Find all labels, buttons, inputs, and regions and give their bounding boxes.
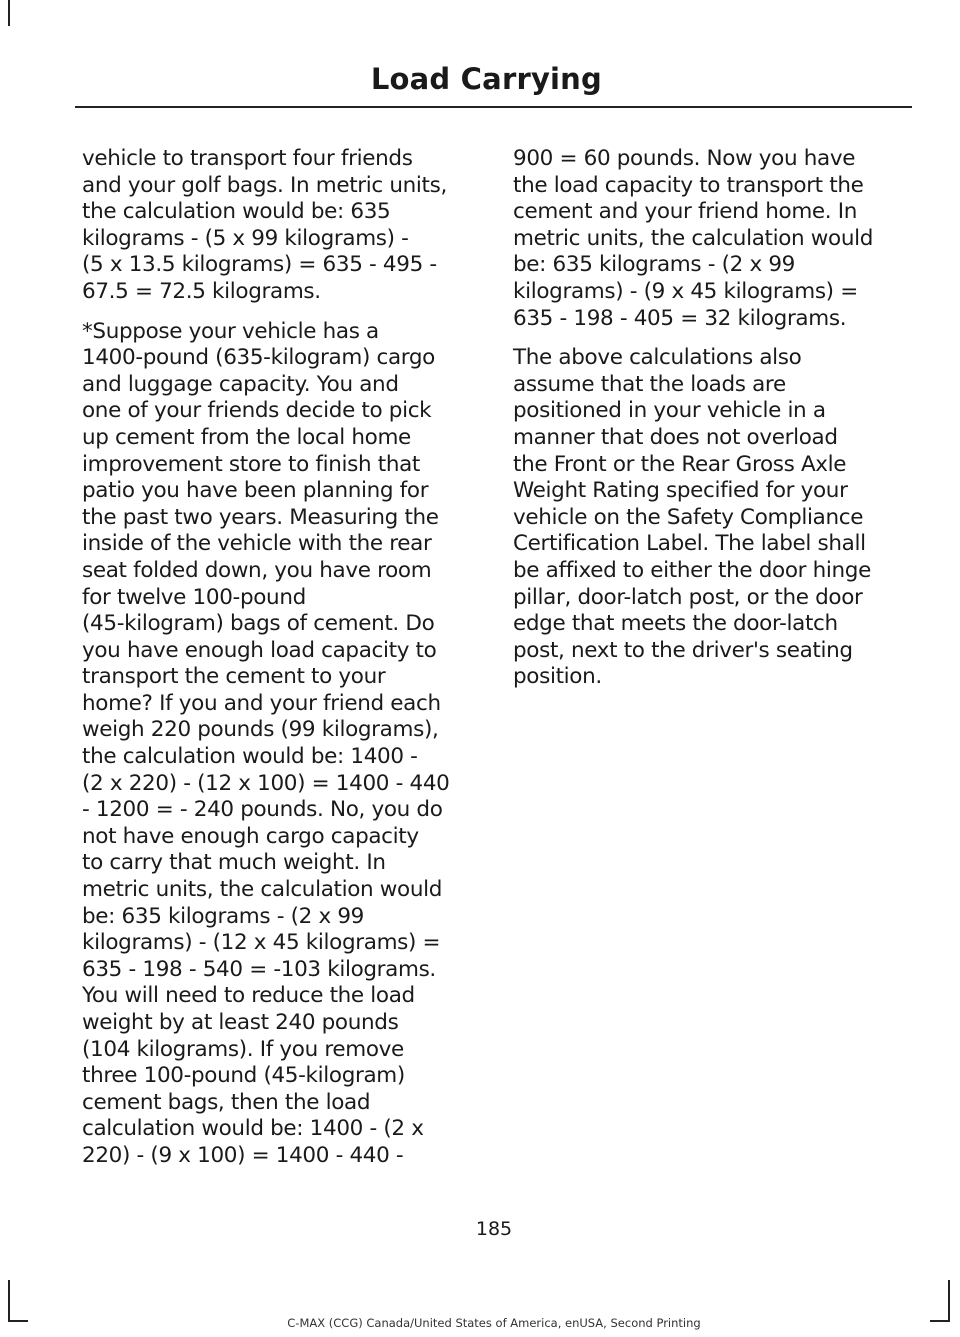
right-column bbox=[513, 146, 911, 704]
text-line: for twelve 100-pound bbox=[82, 584, 306, 610]
text-line: 220) - (9 x 100) = 1400 - 440 - bbox=[82, 1142, 404, 1168]
text-line: (45-kilogram) bags of cement. Do bbox=[82, 611, 435, 637]
text-line: (5 x 13.5 kilograms) = 635 - 495 - bbox=[82, 252, 437, 278]
text-line: kilograms - (5 x 99 kilograms) - bbox=[82, 225, 409, 251]
text-line: you have enough load capacity to bbox=[82, 637, 437, 663]
text-line: be: 635 kilograms - (2 x 99 bbox=[513, 252, 795, 278]
text-line: kilograms) - (12 x 45 kilograms) = bbox=[82, 930, 441, 956]
text-line: *Suppose your vehicle has a bbox=[82, 318, 379, 344]
text-line: 635 - 198 - 405 = 32 kilograms. bbox=[513, 305, 847, 331]
text-line: 67.5 = 72.5 kilograms. bbox=[82, 278, 321, 304]
text-line: metric units, the calculation would bbox=[82, 877, 443, 903]
page-number: 185 bbox=[475, 1218, 513, 1240]
text-line: weight by at least 240 pounds bbox=[82, 1010, 399, 1035]
text-line: edge that meets the door-latch bbox=[513, 611, 838, 637]
text-line: up cement from the local home bbox=[82, 424, 411, 450]
text-line: Certification Label. The label shall bbox=[513, 531, 866, 557]
text-line: inside of the vehicle with the rear bbox=[82, 531, 432, 557]
text-line: one of your friends decide to pick bbox=[82, 398, 432, 424]
text-line: cement bags, then the load bbox=[82, 1089, 371, 1115]
text-line: be affixed to either the door hinge bbox=[513, 557, 871, 583]
text-line: the past two years. Measuring the bbox=[82, 504, 439, 530]
text-line: patio you have been planning for bbox=[82, 478, 429, 504]
text-line: calculation would be: 1400 - (2 x bbox=[82, 1116, 424, 1142]
crop-mark-top-left-vertical bbox=[8, 0, 10, 26]
page-title: Load Carrying bbox=[370, 62, 602, 96]
text-line: weigh 220 pounds (99 kilograms), bbox=[82, 717, 439, 743]
text-line: positioned in your vehicle in a bbox=[513, 398, 826, 424]
text-line: the load capacity to transport the bbox=[513, 172, 864, 198]
text-line: cement and your friend home. In bbox=[513, 199, 858, 225]
text-line: (104 kilograms). If you remove bbox=[82, 1036, 404, 1062]
text-line: post, next to the driver's seating bbox=[513, 637, 853, 663]
text-line: vehicle on the Safety Compliance bbox=[513, 504, 864, 530]
text-line: and luggage capacity. You and bbox=[82, 371, 399, 397]
left-column bbox=[82, 146, 480, 1183]
text-line: You will need to reduce the load bbox=[82, 983, 415, 1009]
text-line: home? If you and your friend each bbox=[82, 690, 441, 716]
text-line: seat folded down, you have room bbox=[82, 557, 432, 583]
text-line: manner that does not overload bbox=[513, 424, 838, 450]
text-line: kilograms) - (9 x 45 kilograms) = bbox=[513, 278, 858, 304]
paragraph bbox=[513, 146, 911, 332]
text-line: metric units, the calculation would bbox=[513, 225, 874, 251]
text-line: the calculation would be: 1400 - bbox=[82, 744, 418, 770]
text-line: three 100-pound (45-kilogram) bbox=[82, 1063, 405, 1089]
edition-footer: C-MAX (CCG) Canada/United States of America, enUSA, Second Printing bbox=[287, 1316, 701, 1330]
text-line: and your golf bags. In metric units, bbox=[82, 172, 447, 198]
text-line: 1400-pound (635-kilogram) cargo bbox=[82, 345, 435, 371]
text-line: to carry that much weight. In bbox=[82, 850, 386, 876]
text-line: the calculation would be: 635 bbox=[82, 199, 391, 225]
text-line: - 1200 = - 240 pounds. No, you do bbox=[82, 797, 443, 823]
text-line: be: 635 kilograms - (2 x 99 bbox=[82, 903, 364, 929]
text-line: Weight Rating specified for your bbox=[513, 478, 848, 504]
text-line: transport the cement to your bbox=[82, 664, 386, 690]
text-line: position. bbox=[513, 664, 602, 690]
text-line: vehicle to transport four friends bbox=[82, 146, 413, 171]
paragraph bbox=[513, 345, 911, 691]
paragraph bbox=[82, 146, 480, 306]
text-line: pillar, door-latch post, or the door bbox=[513, 584, 863, 610]
text-line: the Front or the Rear Gross Axle bbox=[513, 451, 847, 477]
text-line: improvement store to finish that bbox=[82, 451, 420, 477]
text-line: 900 = 60 pounds. Now you have bbox=[513, 146, 856, 171]
text-line: 635 - 198 - 540 = -103 kilograms. bbox=[82, 956, 436, 982]
text-line: The above calculations also bbox=[513, 345, 802, 371]
text-line: (2 x 220) - (12 x 100) = 1400 - 440 bbox=[82, 770, 450, 796]
text-line: assume that the loads are bbox=[513, 371, 786, 397]
paragraph bbox=[82, 319, 480, 1170]
header-divider bbox=[75, 106, 912, 108]
text-line: not have enough cargo capacity bbox=[82, 823, 419, 849]
